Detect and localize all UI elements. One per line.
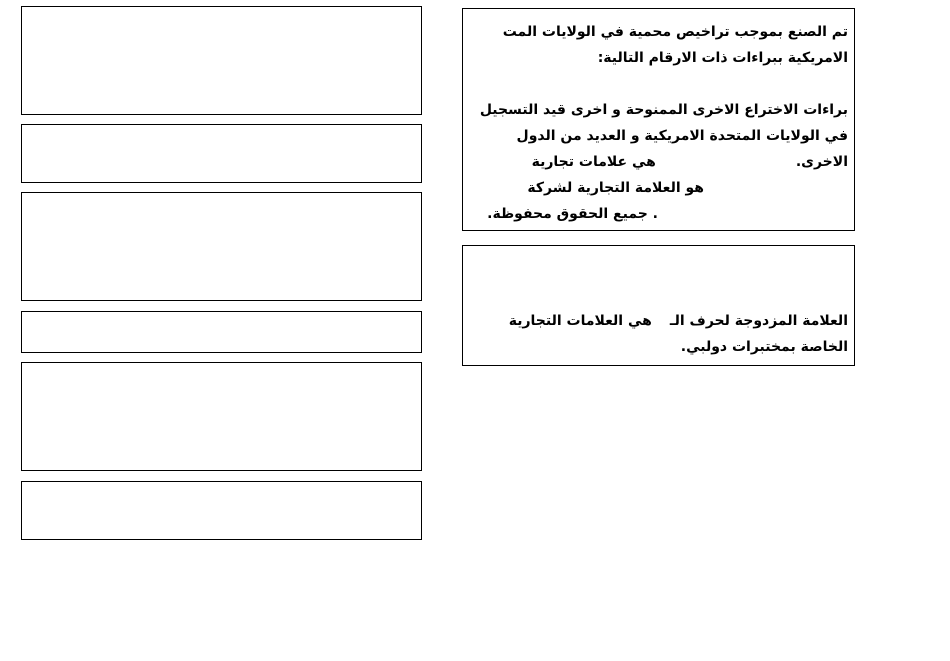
left-box-3 [21, 192, 422, 301]
trademark-line-1 [509, 308, 848, 334]
left-box-2 [21, 124, 422, 183]
left-box-5 [21, 362, 422, 471]
trademark-line-1-end: هي العلامات التجارية [508, 313, 652, 329]
patent-line-4: في الولايات المتحدة الامريكية و العديد من الدول [516, 128, 848, 144]
patent-line-3: براءات الاختراع الاخرى الممنوحة و اخرى قيد التسجيل [479, 102, 848, 118]
patent-line-2: الامريكية ببراءات ذات الارقام التالية: [597, 50, 848, 66]
patent-line-5-end: هي علامات تجارية [531, 154, 656, 170]
patent-line-1: تم الصنع بموجب تراخيص محمية في الولايات المت [502, 24, 848, 40]
patent-line-5 [532, 149, 848, 175]
patent-line-6: هو العلامة التجارية لشركة [527, 180, 704, 196]
patent-line-5-start: الاخرى. [795, 154, 848, 170]
trademark-line-1-start: العلامة المزدوجة لحرف الـ [669, 313, 848, 329]
trademark-notice-box [462, 245, 855, 366]
trademark-line-2: الخاصة بمختبرات دولبي. [680, 339, 848, 355]
patent-line-7: . جميع الحقوق محفوظة. [487, 206, 658, 222]
left-box-1 [21, 6, 422, 115]
left-box-6 [21, 481, 422, 540]
patent-notice-box [462, 8, 855, 231]
left-box-4 [21, 311, 422, 353]
